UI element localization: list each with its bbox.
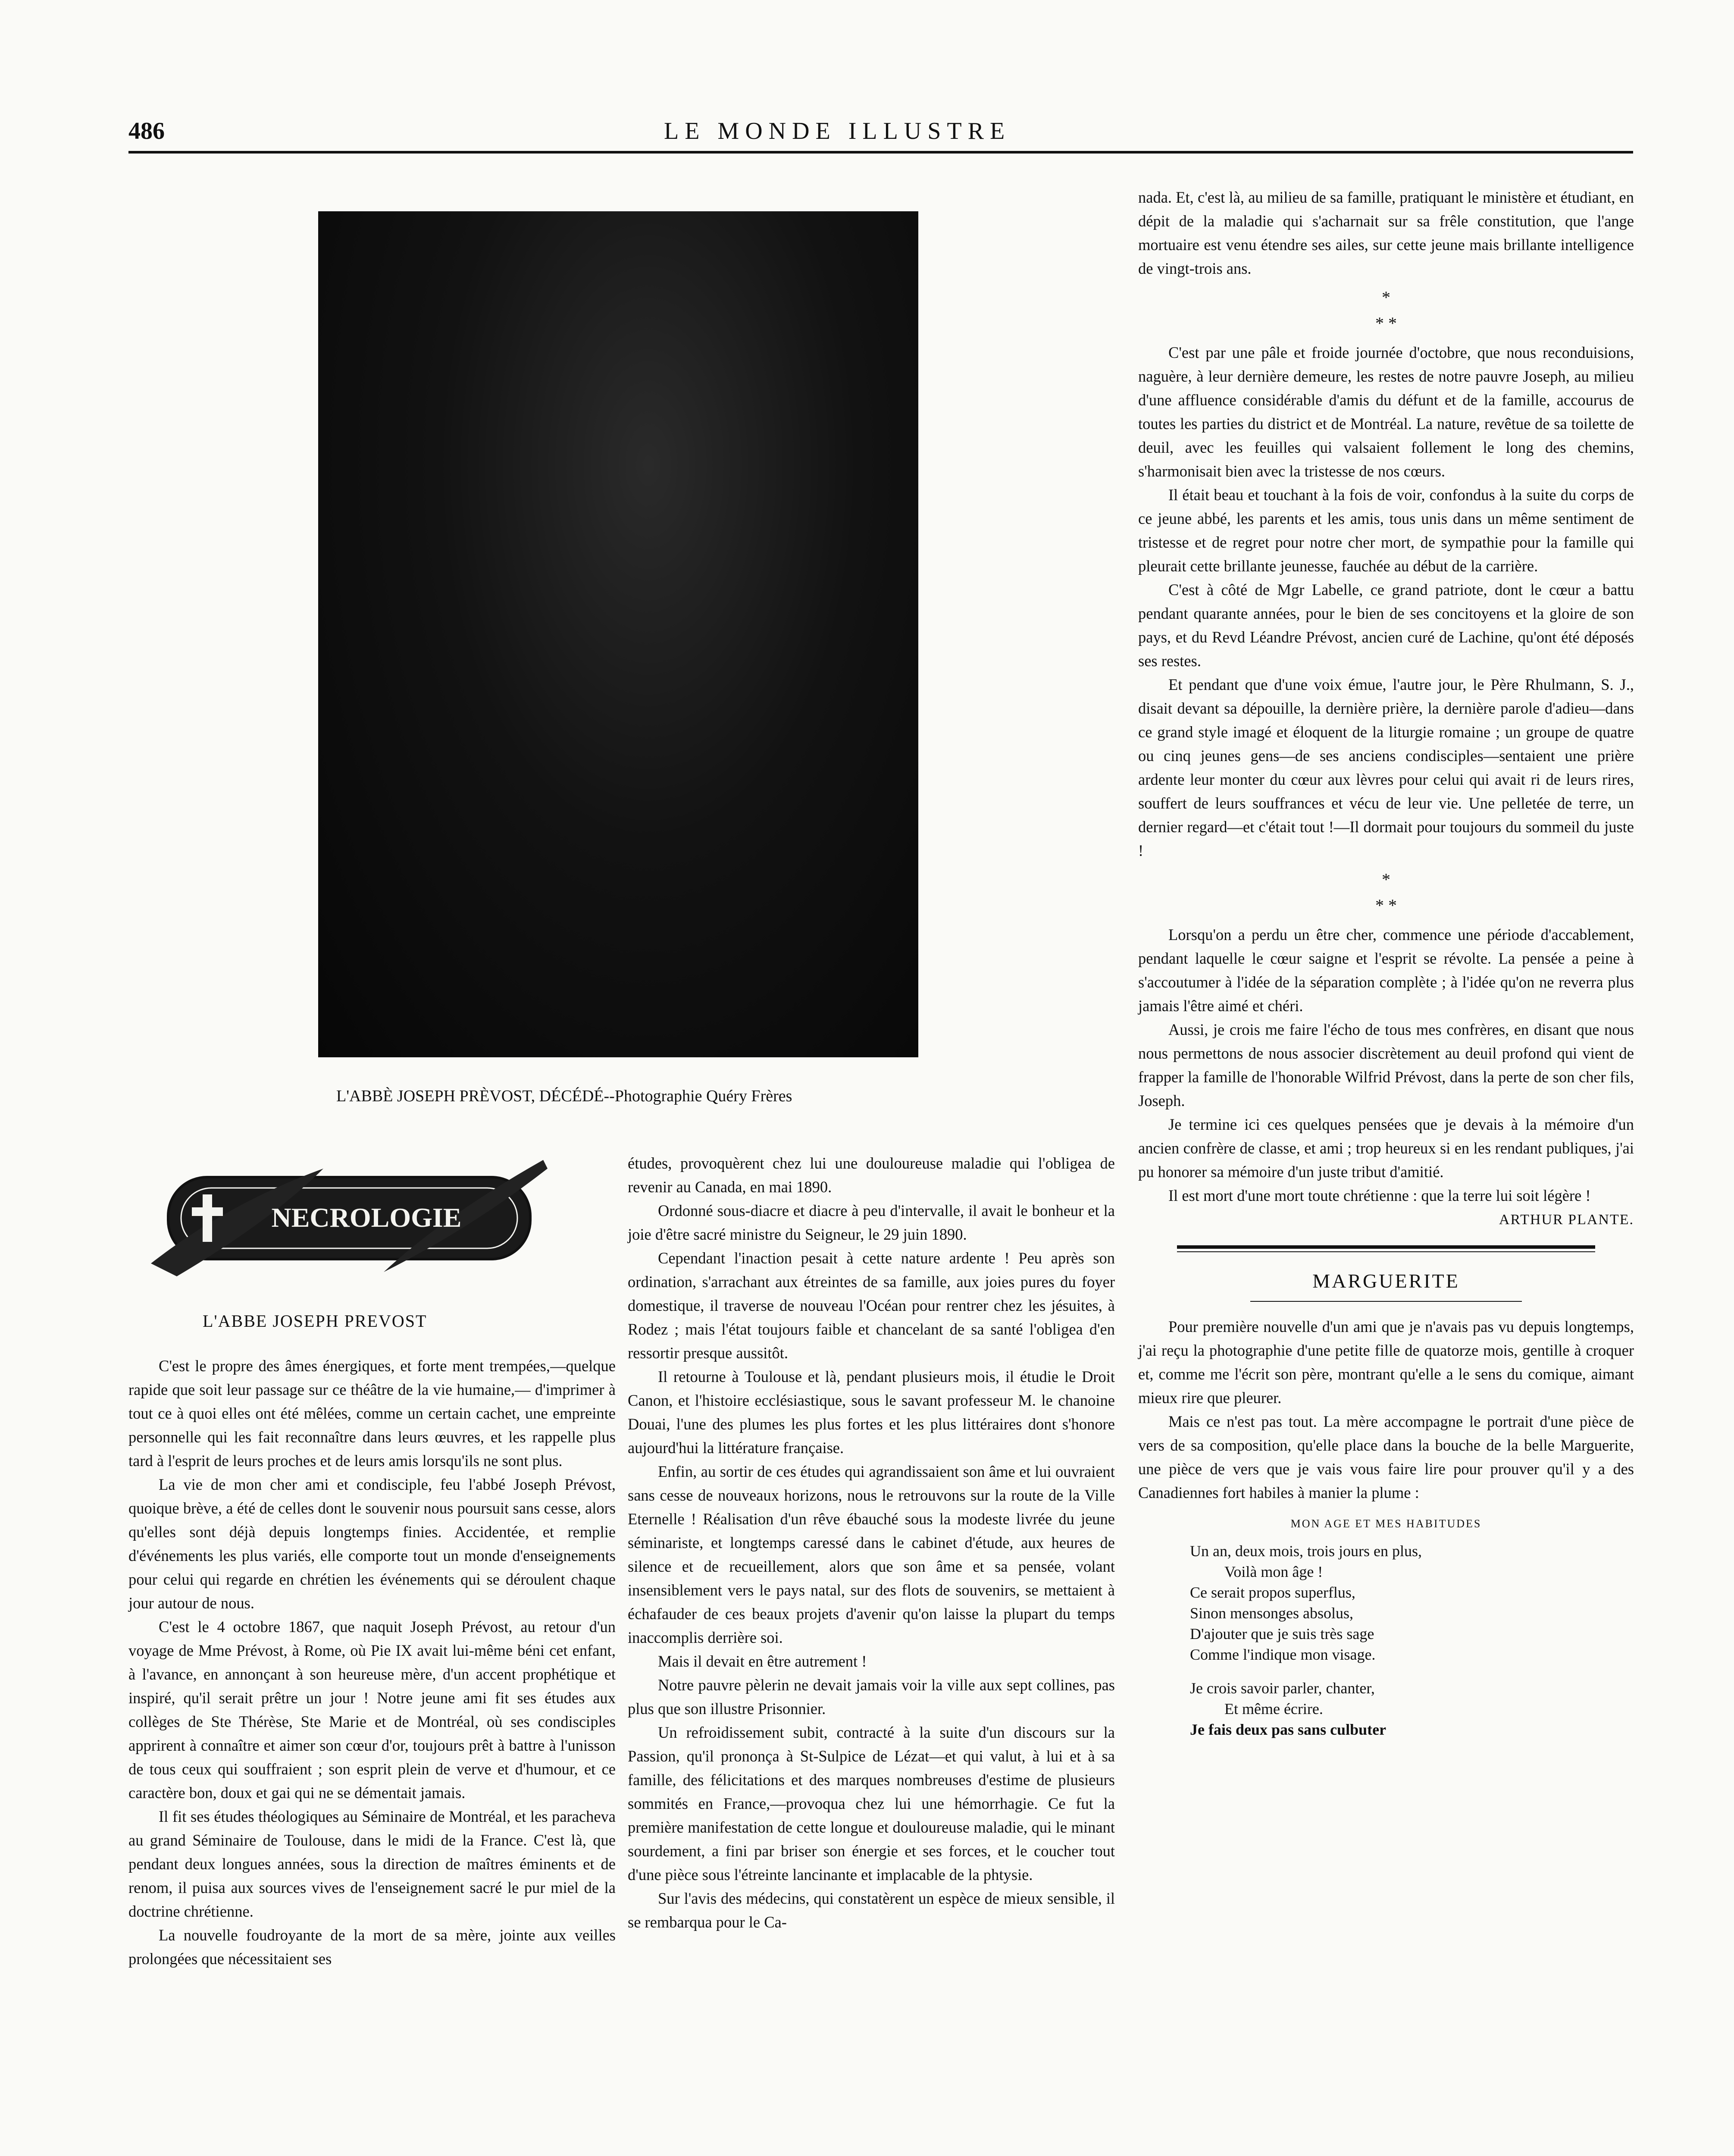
poem-line: Et même écrire. (1224, 1700, 1323, 1717)
paragraph: Je termine ici ces quelques pensées que je devais à la mémoire d'un ancien confrère de classe, et ami ; trop heureux si en les rendant publiques, j'ai pu honorer sa mémoire d'un juste tribut d'amitié. (1138, 1116, 1634, 1181)
paragraph: Lorsqu'on a perdu un être cher, commence une période d'accablement, pendant laquelle le cœur saigne et l'esprit se révolte. La pensée a peine à s'accoutumer à l'idée de la séparation complète ; à l'idée qu'on ne reverra plus jamais l'être aimé et chéri. (1138, 926, 1634, 1015)
column-2 (628, 1151, 1115, 1934)
paragraph: C'est à côté de Mgr Labelle, ce grand patriote, dont le cœur a battu pendant quarante années, pour le bien de ses concitoyens et la gloire de son pays, et du Revd Léandre Prévost, ancien curé de Lachine, qu'ont été déposés ses restes. (1138, 581, 1634, 670)
paragraph: Il retourne à Toulouse et là, pendant plusieurs mois, il étudie le Droit Canon, et l'histoire ecclésiastique, sous le savant professeur M. le chanoine Douai, l'une des plumes les plus fortes et les plus littéraires dont s'honore aujourd'hui la littérature française. (628, 1368, 1115, 1457)
page-number: 486 (128, 118, 165, 144)
paragraph: Mais ce n'est pas tout. La mère accompagne le portrait d'une pièce de vers de sa composition, qu'elle place dans la bouche de la belle Marguerite, une pièce de vers que je vais vous faire lire pour prouver qu'il y a des Canadiennes fort habiles à manier la plume : (1138, 1413, 1634, 1501)
paragraph: Un refroidissement subit, contracté à la suite d'un discours sur la Passion, qu'il prononça à St-Sulpice de Lézat—et qui valut, à lui et à sa famille, des félicitations et des marques nombreuses d'estime de plusieurs sommités en France,—provoqua chez lui une hémorrhagie. Ce fut la première manifestation de cette longue et douloureuse maladie, qui le minant sourdement, a fini par briser son énergie et ses forces, et le coucher tout d'une pièce sous l'étreinte lancinante et implacable de la phtysie. (628, 1724, 1115, 1883)
paragraph: Sur l'avis des médecins, qui constatèrent un espèce de mieux sensible, il se rembarqua pour le Ca- (628, 1890, 1115, 1931)
section-rule (1177, 1251, 1595, 1252)
section-rule (1177, 1245, 1595, 1249)
paragraph: Il est mort d'une mort toute chrétienne : que la terre lui soit légère ! (1168, 1187, 1591, 1204)
poem-title: MON AGE ET MES HABITUDES (1290, 1517, 1482, 1530)
paragraph: Et pendant que d'une voix émue, l'autre jour, le Père Rhulmann, S. J., disait devant sa dépouille, la dernière prière, la dernière parole d'adieu—dans ce grand style imagé et éloquent de la liturgie romaine ; un groupe de quatre ou cinq jeunes gens—de ses anciens condisciples—sentaient une prière ardente leur monter du cœur aux lèvres pour celui qui avait ri de leurs rires, souffert de leurs souffrances et vécu de leur vie. Une pelletée de terre, un dernier regard—et c'était tout !—Il dormait pour toujours du sommeil du juste ! (1138, 676, 1634, 859)
separator-stars: * * * (1375, 288, 1397, 333)
paragraph: C'est le 4 octobre 1867, que naquit Joseph Prévost, au retour d'un voyage de Mme Prévost, à Rome, où Pie IX avait lui-même béni cet enfant, à l'avance, en annonçant à son heureuse mère, d'un accent prophétique et inspiré, qu'il serait prêtre un jour ! Notre jeune ami fit ses études aux collèges de Ste Thérèse, Ste Marie et de Montréal, où ses condisciples apprirent à connaître et aimer son cœur d'or, toujours prêt à battre à l'unisson de tous ceux qui souffraient ; son esprit plein de verve et d'humour, et ce caractère bon, doux et gai qui ne se démentait jamais. (128, 1618, 616, 1802)
necrologie-label: NECROLOGIE (271, 1202, 462, 1233)
column-1 (128, 1354, 616, 1971)
paragraph: Aussi, je crois me faire l'écho de tous mes confrères, en disant que nous nous permettons de nous associer discrètement au deuil profond qui vient de frapper la famille de l'honorable Wilfrid Prévost, dans la perte de son cher fils, Joseph. (1138, 1021, 1634, 1109)
poem-line: Voilà mon âge ! (1224, 1563, 1323, 1580)
paragraph: Notre pauvre pèlerin ne devait jamais voir la ville aux sept collines, pas plus que son illustre Prisonnier. (628, 1676, 1115, 1717)
paragraph: Il fit ses études théologiques au Séminaire de Montréal, et les paracheva au grand Séminaire de Toulouse, dans le midi de la France. C'est là, que pendant deux longues années, sous la direction de maîtres éminents et de renom, il puisa aux sources vives de l'enseignement sacré le pur miel de la doctrine chrétienne. (128, 1808, 616, 1920)
poem-line: D'ajouter que je suis très sage (1190, 1625, 1374, 1642)
poem-line: Ce serait propos superflus, (1190, 1584, 1355, 1601)
column-3 (1138, 185, 1634, 1740)
journal-title: LE MONDE ILLUSTRE (664, 118, 1011, 144)
paragraph: Cependant l'inaction pesait à cette nature ardente ! Peu après son ordination, s'arrachant aux étreintes de sa famille, aux joies pures du foyer domestique, il traverse de nouveau l'Océan pour rentrer chez les jésuites, à Rodez ; mais l'état toujours faible et chancelant de sa santé l'obligea d'en ressortir presque aussitôt. (628, 1249, 1115, 1362)
poem-line: Un an, deux mois, trois jours en plus, (1190, 1542, 1422, 1560)
separator-stars: * * * (1375, 870, 1397, 915)
poem-line: Je fais deux pas sans culbuter (1190, 1721, 1387, 1738)
paragraph: C'est par une pâle et froide journée d'octobre, que nous reconduisions, naguère, à leur dernière demeure, les restes de notre pauvre Joseph, au milieu d'une affluence considérable d'amis du défunt et de la famille, accourus de toutes les parties du district et de Montréal. La nature, revêtue de sa toilette de deuil, avec les feuilles qui valsaient follement le long des chemins, s'harmonisait bien avec la tristesse de nos cœurs. (1138, 344, 1634, 480)
signature: ARTHUR PLANTE. (1499, 1212, 1634, 1228)
paragraph: Il était beau et touchant à la fois de voir, confondus à la suite du corps de ce jeune abbé, les parents et les amis, tous unis dans un même sentiment de tristesse et de regret pour notre cher mort, de sympathie pour la famille qui pleurait cette brillante jeunesse, fauchée au début de la carrière. (1138, 486, 1634, 575)
paragraph: La vie de mon cher ami et condisciple, feu l'abbé Joseph Prévost, quoique brève, a été de celles dont le souvenir nous poursuit sans cesse, alors qu'elles sont déjà depuis longtemps finies. Accidentée, et remplie d'événements les plus variés, elle comporte tout un monde d'enseignements pour celui qui regarde en chrétien les événements qui se déroulent chaque jour autour de nous. (128, 1476, 616, 1612)
section-title: L'ABBE JOSEPH PREVOST (203, 1311, 427, 1331)
paragraph: Pour première nouvelle d'un ami que je n'avais pas vu depuis longtemps, j'ai reçu la photographie d'une petite fille de quatorze mois, gentille à croquer et, comme me l'écrit son père, montrant qu'elle a le sens du comique, aimant mieux rire que pleurer. (1138, 1318, 1634, 1407)
poem-line: Comme l'indique mon visage. (1190, 1646, 1376, 1663)
paragraph: Mais il devait en être autrement ! (658, 1652, 867, 1670)
paragraph: C'est le propre des âmes énergiques, et forte ment trempées,—quelque rapide que soit leur passage sur ce théâtre de la vie humaine,— d'imprimer à tout ce à quoi elles ont été mêlées, comme un certain cachet, une empreinte personnelle qui les fait reconnaître dans leurs œuvres, et les rappelle plus tard à l'esprit de leurs proches et de leurs amis lorsqu'ils ne sont plus. (128, 1357, 616, 1470)
title-underline (1250, 1301, 1522, 1302)
paragraph: Enfin, au sortir de ces études qui agrandissaient son âme et lui ouvraient sans cesse de nouveaux horizons, nous le retrouvons sur la route de la Ville Eternelle ! Réalisation d'un rêve ébauché sous la modeste livrée du jeune séminariste, et longtemps caressé dans le cabinet d'étude, aux heures de silence et de recueillement, alors que son âme et sa pensée, volant insensiblement vers le pays natal, sur des flots de souvenirs, se mettaient à échafauder de ces beaux projets d'avenir qu'on laisse la plupart du temps inaccomplis derrière soi. (628, 1463, 1115, 1646)
photo-caption: L'ABBÈ JOSEPH PRÈVOST, DÉCÉDÉ--Photographie Quéry Frères (336, 1087, 792, 1105)
paragraph: nada. Et, c'est là, au milieu de sa famille, pratiquant le ministère et étudiant, en dépit de la maladie qui s'acharnait sur sa frêle constitution, que l'ange mortuaire est venu étendre ses ailes, sur cette jeune mais brillante intelligence de vingt-trois ans. (1138, 188, 1634, 277)
marguerite-title: MARGUERITE (1312, 1270, 1460, 1292)
paragraph: Ordonné sous-diacre et diacre à peu d'intervalle, il avait le bonheur et la joie d'être sacré ministre du Seigneur, le 29 juin 1890. (628, 1202, 1115, 1243)
poem-line: Sinon mensonges absolus, (1190, 1604, 1354, 1622)
poem-line: Je crois savoir parler, chanter, (1190, 1680, 1375, 1697)
poem (1138, 1541, 1634, 1740)
necrologie-banner (142, 1151, 556, 1285)
paragraph: La nouvelle foudroyante de la mort de sa mère, jointe aux veilles prolongées que nécessitaient ses (128, 1926, 616, 1968)
poem-line (1190, 1665, 1634, 1678)
portrait-photograph (318, 211, 918, 1057)
paragraph: études, provoquèrent chez lui une douloureuse maladie qui l'obligea de revenir au Canada, en mai 1890. (628, 1154, 1115, 1196)
header-rule (128, 151, 1633, 154)
